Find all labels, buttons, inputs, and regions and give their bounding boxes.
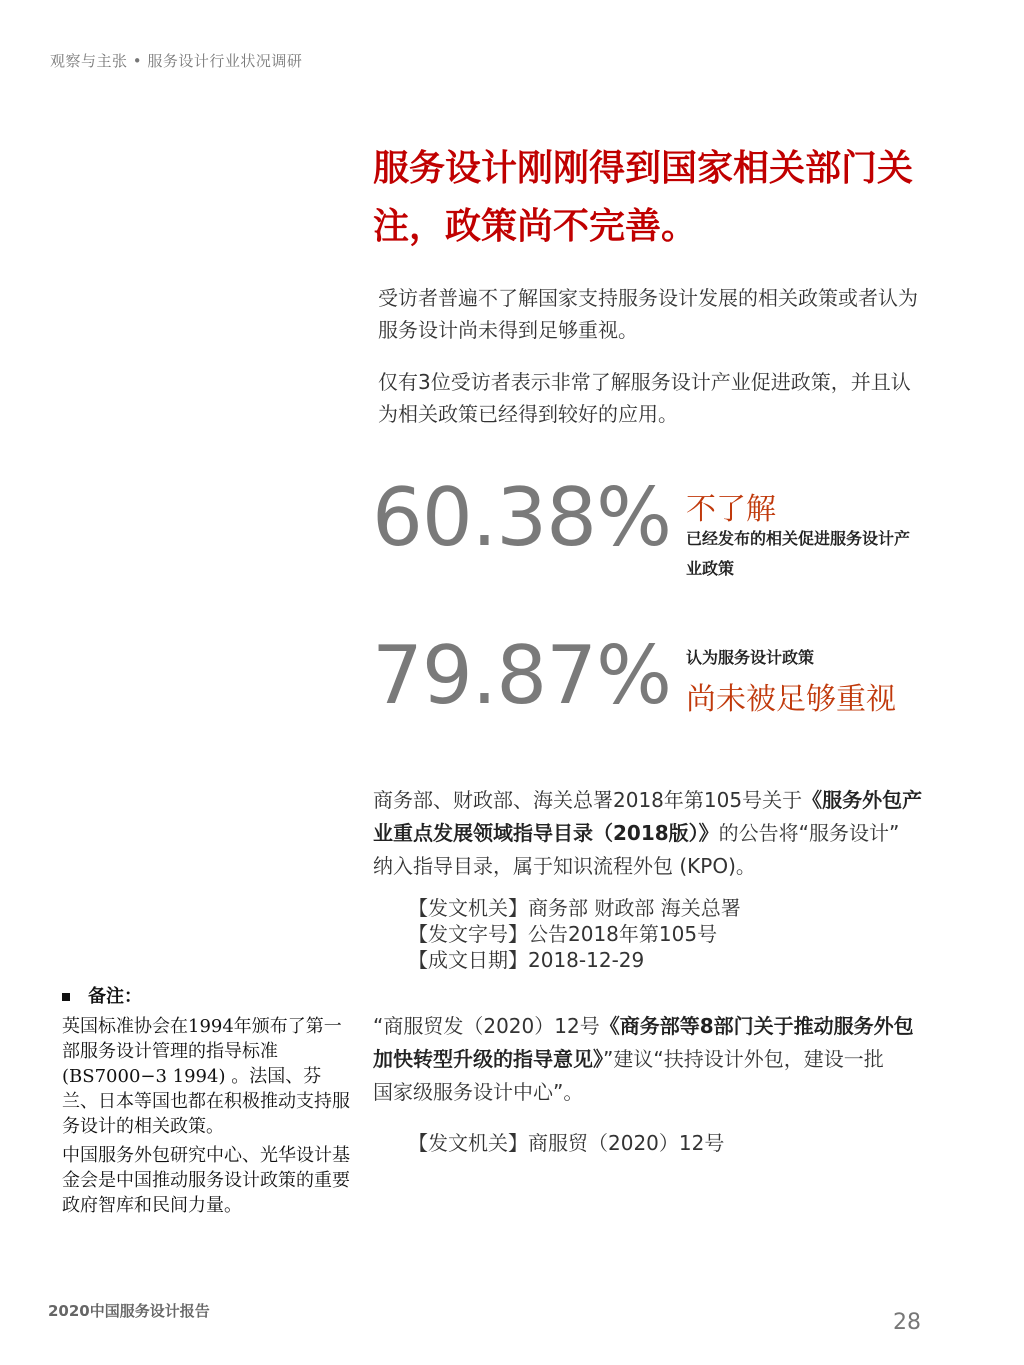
footer-report-title: 2020中国服务设计报告 [48, 1302, 210, 1320]
intro-paragraph-1 [378, 282, 978, 346]
side-note-title [62, 982, 352, 1008]
breadcrumb: 观察与主张 • 服务设计行业状况调研 [50, 52, 303, 70]
intro-p1-line-1: 受访者普遍不了解国家支持服务设计发展的相关政策或者认为 [378, 286, 918, 310]
intro-p1-line-2: 服务设计尚未得到足够重视。 [378, 318, 638, 342]
policy2-doc-title: 《商务部等8部门关于推动服务外包 [599, 1014, 914, 1038]
policy1-date: 【成文日期】2018-12-29 [408, 948, 645, 972]
policy1-doc-title: 《服务外包产 [802, 788, 923, 812]
stat-desc-unaware [686, 524, 966, 584]
stat-desc-undervalued: 认为服务设计政策 [686, 648, 815, 667]
stat1-desc-line-2: 业政策 [686, 559, 735, 578]
bullet-square-icon [62, 993, 70, 1001]
policy2-doc-title-cont: 加快转型升级的指导意见》 [373, 1047, 603, 1071]
policy1-doc-title-cont: 业重点发展领域指导目录（2018版）》 [373, 821, 719, 845]
policy1-issuer: 【发文机关】商务部 财政部 海关总署 [408, 896, 741, 920]
page-number: 28 [893, 1310, 921, 1335]
side-note [62, 982, 352, 1222]
policy2-text-cont: ”建议“扶持设计外包，建设一批 [603, 1047, 884, 1071]
stat1-desc-line-1: 已经发布的相关促进服务设计产 [686, 529, 911, 548]
headline-line-2: 注，政策尚不完善。 [373, 206, 698, 247]
policy2-text-end: 国家级服务设计中心”。 [373, 1080, 584, 1104]
headline-line-1: 服务设计刚刚得到国家相关部门关 [373, 148, 914, 189]
stat-headline-undervalued: 尚未被足够重视 [686, 682, 896, 717]
policy-paragraph-1 [373, 784, 963, 883]
intro-p2-line-1: 仅有3位受访者表示非常了解服务设计产业促进政策，并且认 [378, 370, 911, 394]
policy1-text-cont: 的公告将“服务设计” [718, 821, 900, 845]
stat-headline-unaware: 不了解 [686, 492, 776, 527]
policy1-text-end: 纳入指导目录，属于知识流程外包 (KPO)。 [373, 854, 756, 878]
stat-value-undervalued: 79.87% [372, 629, 672, 722]
side-note-title-text: 备注： [88, 986, 142, 1007]
stat-value-unaware: 60.38% [372, 471, 672, 564]
policy-paragraph-2 [373, 1010, 963, 1109]
policy2-metadata: 【发文机关】商服贸（2020）12号 [408, 1131, 725, 1155]
side-note-paragraph-2: 中国服务外包研究中心、光华设计基金会是中国推动服务设计政策的重要政府智库和民间力量。 [62, 1145, 350, 1216]
intro-paragraph-2 [378, 366, 978, 430]
policy1-metadata [408, 895, 741, 973]
policy2-text: “商服贸发（2020）12号 [373, 1014, 600, 1038]
page-headline [373, 140, 973, 256]
policy1-doc-number: 【发文字号】公告2018年第105号 [408, 922, 718, 946]
side-note-paragraph-1: 英国标准协会在1994年颁布了第一部服务设计管理的指导标准 (BS7000−3 1994) 。法国、芬兰、日本等国也都在积极推动支持服务设计的相关政策。 [62, 1016, 350, 1137]
intro-p2-line-2: 为相关政策已经得到较好的应用。 [378, 402, 678, 426]
policy1-text: 商务部、财政部、海关总署2018年第105号关于 [373, 788, 803, 812]
